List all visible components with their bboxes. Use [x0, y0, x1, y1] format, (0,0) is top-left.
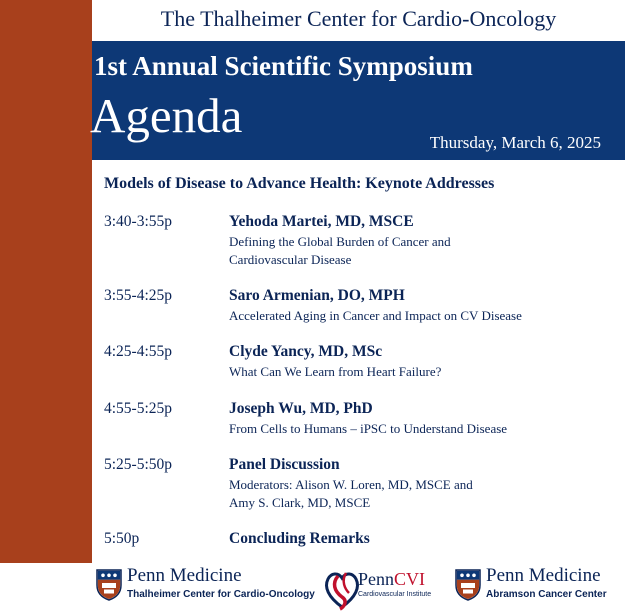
item-talk-line: From Cells to Humans – iPSC to Understand Disease — [229, 421, 508, 436]
item-talk — [229, 307, 522, 325]
item-time: 3:55-4:25p — [104, 287, 173, 304]
logo-name — [358, 569, 425, 590]
logo-name: Penn Medicine — [486, 565, 601, 586]
logo-subtitle: Cardiovascular Institute — [358, 591, 432, 598]
item-talk-line: Moderators: Alison W. Loren, MD, MSCE and — [229, 477, 473, 492]
item-talk-line: Cardiovascular Disease — [229, 252, 352, 267]
item-talk-line: What Can We Learn from Heart Failure? — [229, 364, 442, 379]
section-title: Models of Disease to Advance Health: Keynote Addresses — [104, 175, 495, 192]
item-speaker: Concluding Remarks — [229, 530, 370, 547]
item-speaker: Clyde Yancy, MD, MSc — [229, 343, 383, 360]
item-time: 5:25-5:50p — [104, 456, 173, 473]
center-name: The Thalheimer Center for Cardio-Oncology — [160, 6, 557, 31]
item-speaker: Saro Armenian, DO, MPH — [229, 287, 405, 304]
event-date: Thursday, March 6, 2025 — [429, 133, 601, 152]
logo-name-part: Penn — [358, 569, 394, 589]
item-talk — [229, 363, 441, 381]
item-time: 4:55-5:25p — [104, 400, 173, 417]
left-accent-bar — [0, 0, 92, 563]
item-talk — [229, 420, 507, 438]
agenda-heading: Agenda — [90, 88, 243, 143]
penn-shield-icon — [455, 569, 481, 601]
item-time: 5:50p — [104, 530, 140, 547]
symposium-title: 1st Annual Scientific Symposium — [94, 51, 473, 81]
item-time: 4:25-4:55p — [104, 343, 173, 360]
item-talk — [229, 476, 473, 512]
penncvi-heart-icon — [322, 567, 362, 611]
penn-shield-icon — [96, 569, 122, 601]
item-speaker: Joseph Wu, MD, PhD — [229, 400, 373, 417]
item-speaker: Yehoda Martei, MD, MSCE — [229, 213, 414, 230]
item-talk-line: Amy S. Clark, MD, MSCE — [229, 495, 371, 510]
item-talk-line: Defining the Global Burden of Cancer and — [229, 234, 451, 249]
item-speaker: Panel Discussion — [229, 456, 340, 473]
item-talk — [229, 233, 451, 269]
footer-logos — [0, 563, 625, 609]
item-talk-line: Accelerated Aging in Cancer and Impact on CV Disease — [229, 308, 522, 323]
title-banner — [92, 41, 625, 160]
item-time: 3:40-3:55p — [104, 213, 173, 230]
logo-name-accent: CVI — [394, 569, 425, 589]
logo-subtitle: Abramson Cancer Center — [486, 589, 607, 600]
logo-name: Penn Medicine — [127, 565, 242, 586]
logo-subtitle: Thalheimer Center for Cardio-Oncology — [127, 589, 315, 600]
